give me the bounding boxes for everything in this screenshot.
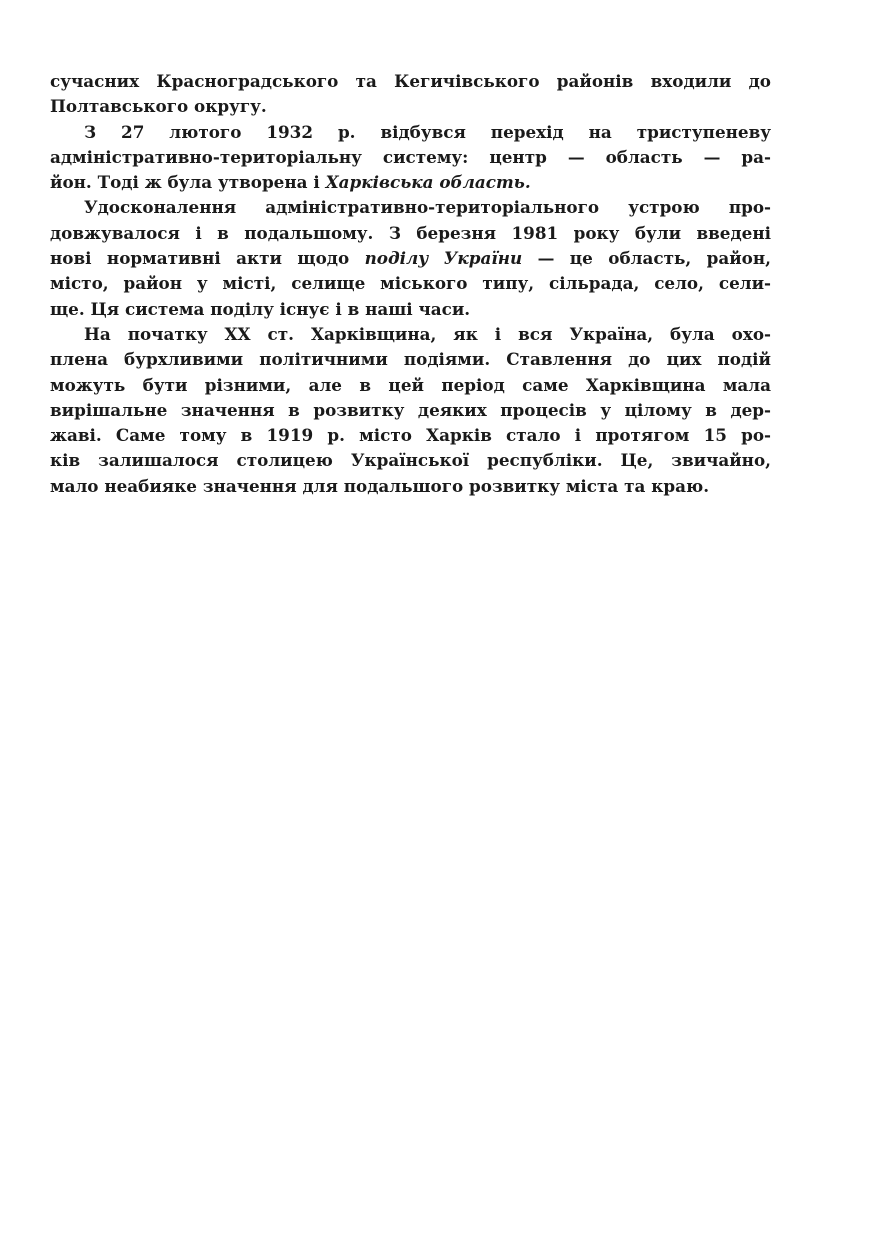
text-run: сучасних Красноградського та Кегичівського районів входили до [50, 71, 771, 91]
text-line [50, 398, 771, 423]
text-line [50, 94, 771, 119]
emphasized-term: Харківська область. [325, 172, 531, 193]
text-line [50, 448, 771, 473]
text-line [50, 423, 771, 448]
text-run: На початку XX ст. Харківщина, як і вся Україна, була охо- [84, 323, 771, 344]
text-run: З 27 лютого 1932 р. відбувся перехід на триступеневу [84, 121, 771, 142]
paragraph [50, 322, 771, 499]
text-line [50, 221, 771, 246]
text-run: ще. Ця система поділу існує і в наші часи. [50, 298, 471, 319]
text-line [50, 347, 771, 372]
text-run: місто, район у місті, селище міського типу, сільрада, село, сели- [50, 273, 771, 294]
text-run: — це область, район, [522, 248, 771, 269]
text-line [50, 474, 771, 499]
text-run: адміністративно-територіальну систему: центр — область — ра- [50, 146, 771, 167]
text-line [50, 69, 771, 94]
text-run: плена бурхливими політичними подіями. Ставлення до цих подій [50, 349, 771, 370]
text-run: вирішальне значення в розвитку деяких процесів у цілому в дер- [50, 399, 771, 420]
paragraph [50, 120, 771, 196]
text-line [50, 246, 771, 271]
text-line [50, 297, 771, 322]
text-line [50, 170, 771, 195]
body-text [50, 69, 771, 499]
text-run: ків залишалося столицею Української республіки. Це, звичайно, [50, 450, 771, 471]
text-line [50, 195, 771, 220]
text-line [50, 373, 771, 398]
paragraph [50, 195, 771, 321]
text-run: йон. Тоді ж була утворена і [50, 172, 326, 193]
emphasized-term: поділу України [364, 248, 523, 269]
text-line [50, 271, 771, 296]
text-run: можуть бути різними, але в цей період саме Харківщина мала [50, 374, 771, 395]
text-line [50, 322, 771, 347]
text-run: довжувалося і в подальшому. З березня 1981 року були введені [50, 222, 771, 243]
text-line [50, 120, 771, 145]
text-run: Удосконалення адміністративно-територіального устрою про- [84, 197, 771, 218]
text-run: Полтавського округу. [50, 96, 267, 117]
text-run: нові нормативні акти щодо [50, 248, 365, 269]
paragraph [50, 69, 771, 120]
text-line [50, 145, 771, 170]
text-run: мало неабияке значення для подальшого розвитку міста та краю. [50, 475, 710, 496]
text-run: жаві. Саме тому в 1919 р. місто Харків стало і протягом 15 ро- [50, 425, 771, 446]
